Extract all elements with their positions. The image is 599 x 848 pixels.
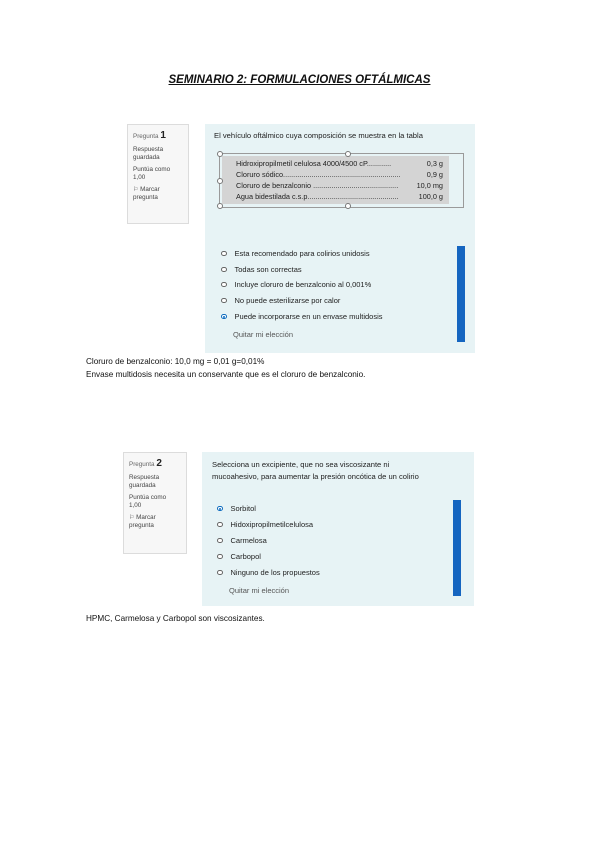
scrollbar-thumb[interactable] [457,246,465,342]
question-info-1 [127,124,189,224]
flag-icon[interactable]: ⚐ [133,186,139,193]
explanation-line: Envase multidosis necesita un conservante que es el cloruro de benzalconio. [86,370,366,379]
radio-button-checked[interactable] [221,314,227,320]
radio-button[interactable] [221,282,227,288]
question-text: El vehículo oftálmico cuya composición se muestra en la tabla [214,131,423,140]
clear-choice-link[interactable]: Quitar mi elección [229,586,290,595]
radio-button[interactable] [217,554,223,560]
question-score: Puntúa como 1,00 [129,493,167,509]
question-number: 2 [156,458,162,469]
question-status: Respuesta guardada [129,473,160,489]
explanation-line: Cloruro de benzalconio: 10,0 mg = 0,01 g=0,01% [86,357,265,366]
question-number-label: Pregunta 2 [129,458,162,469]
answer-option[interactable]: Carmelosa [217,536,267,545]
resize-handle[interactable] [217,178,223,184]
flag-icon[interactable]: ⚐ [129,514,135,521]
answer-option[interactable]: Carbopol [217,552,261,561]
clear-choice-link[interactable]: Quitar mi elección [233,330,294,339]
table-row: Agua bidestilada c.s.p............................................. 100,0 g [236,192,443,201]
resize-handle[interactable] [217,151,223,157]
radio-button-checked[interactable] [217,506,223,512]
scrollbar-thumb[interactable] [453,500,461,596]
composition-table-image [222,156,449,204]
radio-button[interactable] [221,267,227,273]
radio-button[interactable] [217,538,223,544]
question-status: Respuesta guardada [133,145,164,161]
radio-button[interactable] [221,251,227,257]
answer-option-selected[interactable]: Puede incorporarse en un envase multidosis [221,312,383,321]
answer-option[interactable]: Ninguno de los propuestos [217,568,320,577]
question-text: Selecciona un excipiente, que no sea viscosizante ni mucoahesivo, para aumentar la presión oncótica de un colirio [212,460,419,481]
flag-question-link[interactable]: ⚐ Marcar pregunta [129,513,156,529]
document-title: SEMINARIO 2: FORMULACIONES OFTÁLMICAS [168,74,431,86]
radio-button[interactable] [217,522,223,528]
question-score: Puntúa como 1,00 [133,165,171,181]
table-row: Hidroxipropilmetil celulosa 4000/4500 cP............ 0,3 g [236,159,443,168]
resize-handle[interactable] [345,151,351,157]
flag-question-link[interactable]: ⚐ Marcar pregunta [133,185,160,201]
question-number: 1 [160,130,166,141]
question-number-label: Pregunta 1 [133,130,166,141]
answer-option-selected[interactable]: Sorbitol [217,504,256,513]
resize-handle[interactable] [217,203,223,209]
table-row: Cloruro sódico.......................................................... 0,9 g [236,170,443,179]
answer-option[interactable]: Hidoxipropilmetilcelulosa [217,520,313,529]
question-info-2 [123,452,187,554]
answer-option[interactable]: Todas son correctas [221,265,302,274]
answer-option[interactable]: Incluye cloruro de benzalconio al 0,001% [221,280,371,289]
resize-handle[interactable] [345,203,351,209]
explanation-line: HPMC, Carmelosa y Carbopol son viscosizantes. [86,614,265,623]
table-row: Cloruro de benzalconio .......................................... 10,0 mg [236,181,443,190]
radio-button[interactable] [221,298,227,304]
answer-option[interactable]: Esta recomendado para colirios unidosis [221,249,370,258]
question-content-2 [202,452,474,606]
question-content-1 [205,124,475,353]
radio-button[interactable] [217,570,223,576]
answer-option[interactable]: No puede esterilizarse por calor [221,296,340,305]
